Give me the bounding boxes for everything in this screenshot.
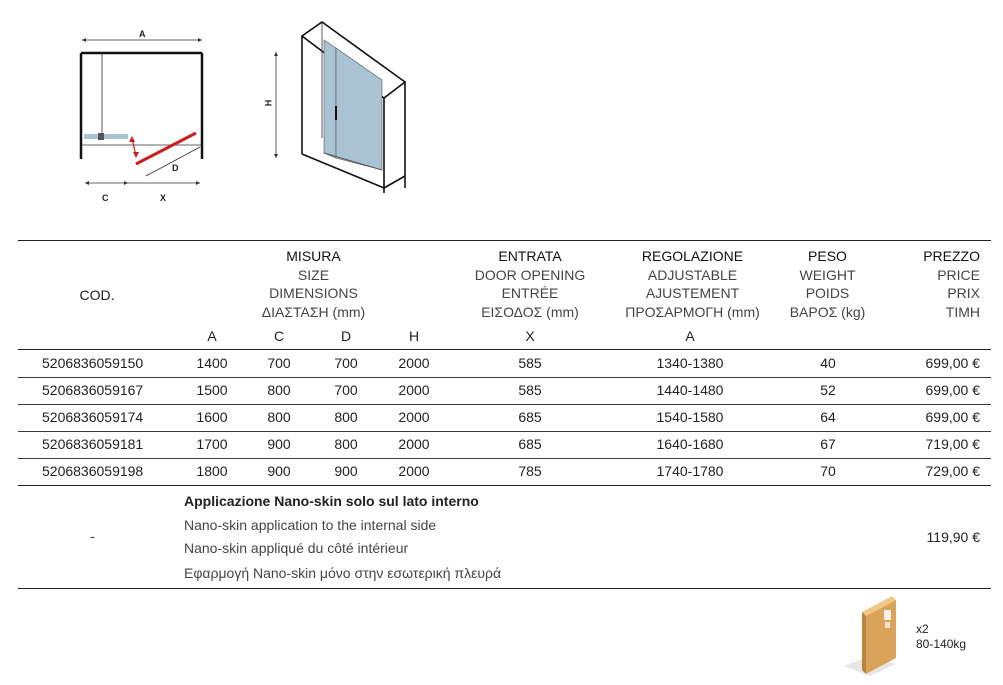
cell-cod: 5206836059174 [42,409,144,425]
cell-adj: 1640-1680 [656,436,724,452]
cell-c: 800 [267,382,291,398]
nano-line-gr: Εφαρμογή Nano-skin μόνο στην εσωτερική πλευρά [184,565,502,581]
cell-a: 1700 [196,436,228,452]
cell-d: 700 [334,355,358,371]
cell-a: 1500 [196,382,228,398]
table-top-rule [18,240,991,241]
cell-a: 1800 [196,463,228,479]
cell-x: 585 [518,355,542,371]
header-cod: COD. [79,287,115,303]
cell-h: 2000 [398,355,430,371]
cell-d: 800 [334,436,358,452]
cell-x: 785 [518,463,542,479]
subheader-row [18,323,991,350]
plan-diagram [70,20,220,210]
cell-c: 900 [267,436,291,452]
cell-cod: 5206836059198 [42,463,144,479]
cell-h: 2000 [398,409,430,425]
cell-price: 699,00 € [925,355,980,371]
cell-c: 700 [267,355,291,371]
cell-price: 699,00 € [925,409,980,425]
cell-adj: 1540-1580 [656,409,724,425]
header-peso: PESO WEIGHT POIDS ΒΑΡΟΣ (kg) [789,248,866,320]
cell-x: 585 [518,382,542,398]
cell-x: 685 [518,409,542,425]
nano-price: 119,90 € [926,529,980,545]
package-weight: 80-140kg [916,637,967,651]
cell-cod: 5206836059167 [42,382,144,398]
cell-c: 900 [267,463,291,479]
dim-label-c: C [102,193,109,203]
package-info [916,622,966,652]
cell-h: 2000 [398,382,430,398]
cell-weight: 40 [820,355,836,371]
subheader-a: A [207,328,217,344]
cell-c: 800 [267,409,291,425]
enclosure-3d-view [262,18,422,193]
header-prezzo: PREZZO PRICE PRIX ΤΙΜΗ [923,248,980,320]
cell-a: 1400 [196,355,228,371]
table-row [18,377,991,405]
dim-label-h: H [263,99,274,107]
dim-label-x: X [160,193,167,203]
nano-line-en: Nano-skin application to the internal side [184,517,437,533]
table-row [18,458,991,486]
header-entrata: ENTRATA DOOR OPENING ENTRÉE ΕΙΣΟΔΟΣ (mm) [474,248,586,320]
subheader-c: C [273,328,285,344]
table-row [18,350,991,378]
package-box-icon [840,594,900,678]
cell-adj: 1340-1380 [656,355,724,371]
cell-d: 700 [334,382,358,398]
cell-price: 699,00 € [925,382,980,398]
cell-weight: 67 [820,436,836,452]
cell-price: 719,00 € [925,436,980,452]
table-bottom-rule [18,588,991,589]
cell-weight: 52 [820,382,836,398]
subheader-d: D [340,328,352,344]
package-count: x2 [916,622,929,636]
subheader-x: X [525,328,535,344]
cell-weight: 64 [820,409,836,425]
subheader-h: H [408,328,420,344]
table-row [18,431,991,459]
subheader-adj: A [685,328,695,344]
cell-weight: 70 [820,463,836,479]
table-row [18,404,991,432]
dim-label-a: A [139,29,146,39]
cell-price: 729,00 € [925,463,980,479]
nano-line-fr: Nano-skin appliqué du côté intérieur [184,540,409,556]
cell-cod: 5206836059181 [42,436,144,452]
header-misura: MISURA SIZE DIMENSIONS ΔΙΑΣΤΑΣΗ (mm) [261,248,366,320]
cell-a: 1600 [196,409,228,425]
nano-cod: - [90,528,95,544]
dim-label-d: D [172,163,179,173]
cell-adj: 1740-1780 [656,463,724,479]
cell-cod: 5206836059150 [42,355,144,371]
cell-d: 800 [334,409,358,425]
header-regolazione: REGOLAZIONE ADJUSTABLE AJUSTEMENT ΠΡΟΣΑΡΜΟΓΗ (mm) [625,248,760,320]
cell-h: 2000 [398,436,430,452]
cell-h: 2000 [398,463,430,479]
cell-x: 685 [518,436,542,452]
cell-adj: 1440-1480 [656,382,724,398]
cell-d: 900 [334,463,358,479]
nano-title: Applicazione Nano-skin solo sul lato interno [184,493,479,509]
